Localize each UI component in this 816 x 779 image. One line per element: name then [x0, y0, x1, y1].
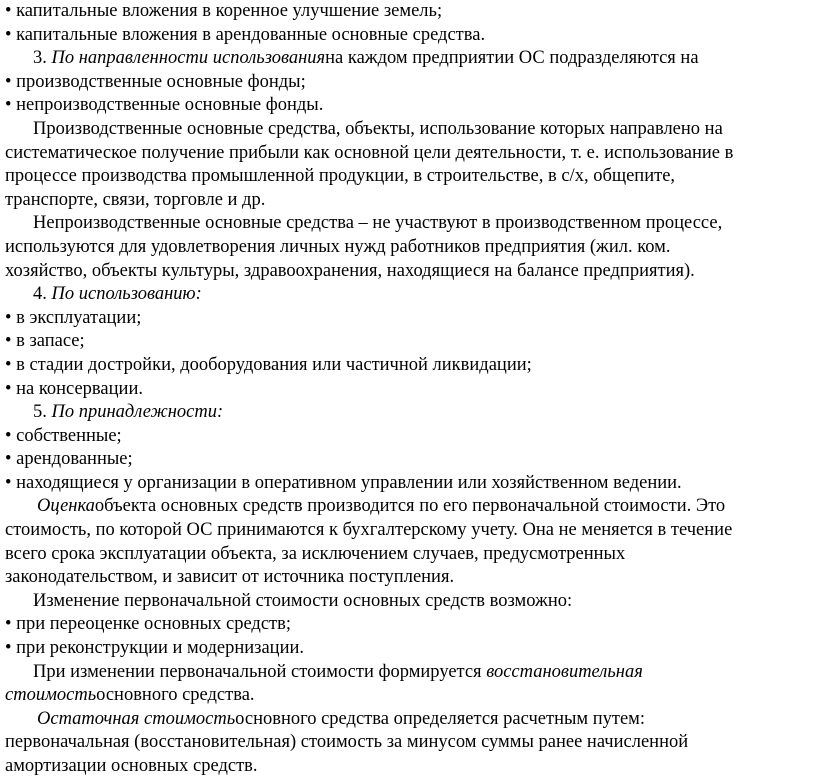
text-span: объекта основных средств производится по его первоначальной стоимости. Это	[94, 496, 726, 517]
text-line	[5, 71, 816, 95]
italic-text: стоимость	[5, 685, 97, 706]
text-span: Производственные основные средства, объекты, использование которых направлено на	[33, 118, 723, 139]
text-line	[5, 24, 816, 48]
text-span: амортизации основных средств.	[5, 756, 258, 776]
text-line	[5, 260, 816, 284]
text-line	[5, 684, 816, 708]
italic-text: Оценка	[37, 496, 95, 517]
text-span: 3.	[33, 48, 52, 69]
italic-text: восстановительная	[486, 661, 643, 682]
text-span: процессе производства промышленной продукции, в строительстве, в с/х, общепите,	[5, 166, 676, 187]
text-line	[5, 307, 816, 331]
text-line	[5, 425, 816, 449]
text-line	[5, 543, 816, 567]
text-line	[5, 448, 816, 472]
text-span: транспорте, связи, торговле и др.	[5, 189, 266, 210]
text-line	[5, 283, 816, 307]
text-span: Изменение первоначальной стоимости основных средств возможно:	[33, 590, 573, 611]
text-span: • в стадии достройки, дооборудования или частичной ликвидации;	[5, 354, 532, 375]
italic-text: По принадлежности:	[51, 402, 224, 423]
text-span: • непроизводственные основные фонды.	[5, 95, 324, 116]
text-span: • в запасе;	[5, 331, 85, 352]
text-span: 5.	[33, 402, 52, 423]
text-line	[5, 354, 816, 378]
text-line	[5, 495, 816, 519]
text-line	[5, 212, 816, 236]
text-line	[5, 731, 816, 755]
text-span: первоначальная (восстановительная) стоимость за минусом суммы ранее начисленной	[5, 732, 689, 753]
text-line	[5, 142, 816, 166]
text-line	[5, 613, 816, 637]
text-line	[5, 236, 816, 260]
text-line	[5, 47, 816, 71]
text-line	[5, 566, 816, 590]
text-span: • капитальные вложения в арендованные основные средства.	[5, 24, 486, 45]
text-span: 4.	[33, 284, 52, 305]
italic-text: Остаточная стоимость	[37, 708, 236, 729]
text-span: основного средства определяется расчетным путем:	[235, 708, 646, 729]
document-body	[5, 0, 816, 779]
text-span: • на консервации.	[5, 378, 143, 399]
text-span: При изменении первоначальной стоимости формируется	[33, 661, 487, 682]
text-span: всего срока эксплуатации объекта, за исключением случаев, предусмотренных	[5, 543, 626, 564]
text-line	[5, 637, 816, 661]
text-span: на каждом предприятии ОС подразделяются на	[325, 48, 699, 69]
text-span: • находящиеся у организации в оперативном управлении или хозяйственном ведении.	[5, 472, 682, 493]
text-span: стоимость, по которой ОС принимаются к бухгалтерскому учету. Она не меняется в течение	[5, 520, 733, 541]
text-span: • при реконструкции и модернизации.	[5, 638, 304, 659]
text-span: • собственные;	[5, 425, 122, 446]
text-span: • при переоценке основных средств;	[5, 614, 292, 635]
text-line	[5, 661, 816, 685]
text-line	[5, 472, 816, 496]
text-span: Непроизводственные основные средства – не участвуют в производственном процессе,	[33, 213, 723, 234]
text-line	[5, 118, 816, 142]
text-span: • арендованные;	[5, 449, 133, 470]
text-span: используются для удовлетворения личных нужд работников предприятия (жил. ком.	[5, 236, 671, 257]
text-line	[5, 165, 816, 189]
text-span: • производственные основные фонды;	[5, 71, 306, 92]
text-line	[5, 189, 816, 213]
text-span: основного средства.	[96, 685, 255, 706]
italic-text: По направленности использования	[51, 48, 326, 69]
text-span: • в эксплуатации;	[5, 307, 142, 328]
text-line	[5, 708, 816, 732]
text-span: • капитальные вложения в коренное улучшение земель;	[5, 1, 443, 21]
text-line	[5, 330, 816, 354]
text-line	[5, 94, 816, 118]
text-line	[5, 378, 816, 402]
italic-text: По использованию:	[51, 284, 202, 305]
text-line	[5, 519, 816, 543]
text-line	[5, 401, 816, 425]
text-span: хозяйство, объекты культуры, здравоохранения, находящиеся на балансе предприятия).	[5, 260, 695, 281]
text-line	[5, 755, 816, 779]
text-line	[5, 0, 816, 24]
text-span: систематическое получение прибыли как основной цели деятельности, т. е. использование в	[5, 142, 734, 163]
text-span: законодательством, и зависит от источника поступления.	[5, 567, 455, 588]
text-line	[5, 590, 816, 614]
